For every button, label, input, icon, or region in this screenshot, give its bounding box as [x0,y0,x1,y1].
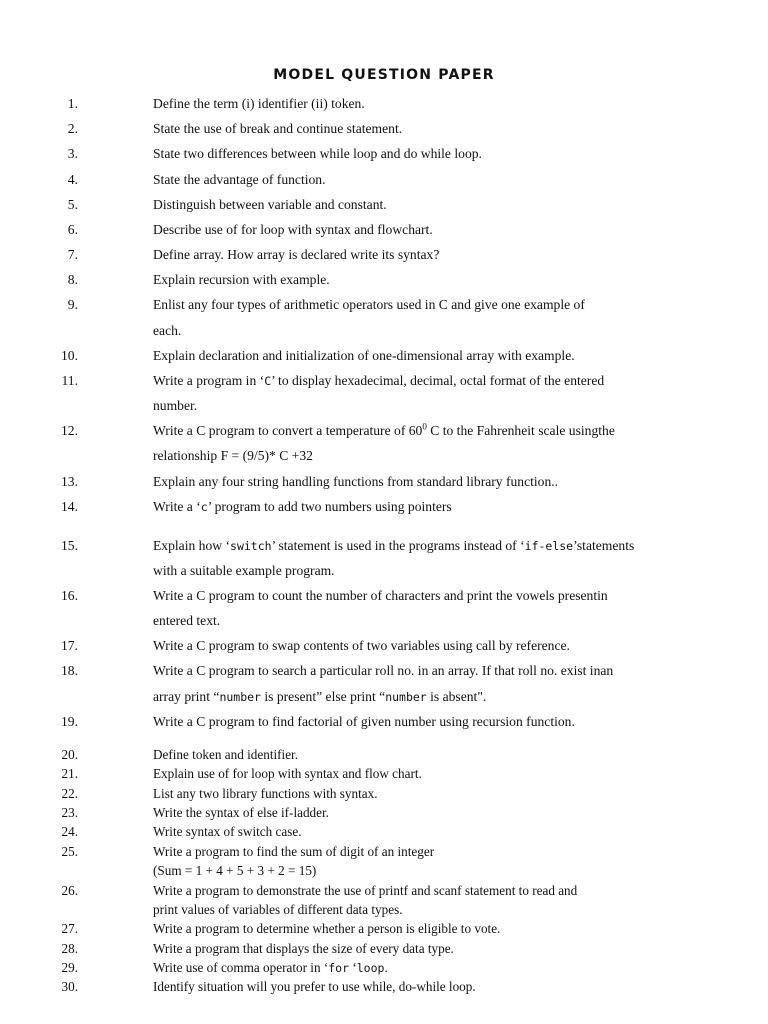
question-25-continued: (Sum = 1 + 4 + 5 + 3 + 2 = 15) [153,863,317,878]
page-title: MODEL QUESTION PAPER [273,67,495,83]
question-11-continued: number. [153,398,198,413]
question-18-continued: array print “number is present” else print “number is absent". [153,689,487,704]
question-16-continued: entered text. [153,613,221,628]
question-12-continued: relationship F = (9/5)* C +32 [153,448,313,463]
question-15-continued: with a suitable example program. [153,563,335,578]
question-26-continued: print values of variables of different data types. [153,902,403,917]
question-9-continued: each. [153,323,182,338]
